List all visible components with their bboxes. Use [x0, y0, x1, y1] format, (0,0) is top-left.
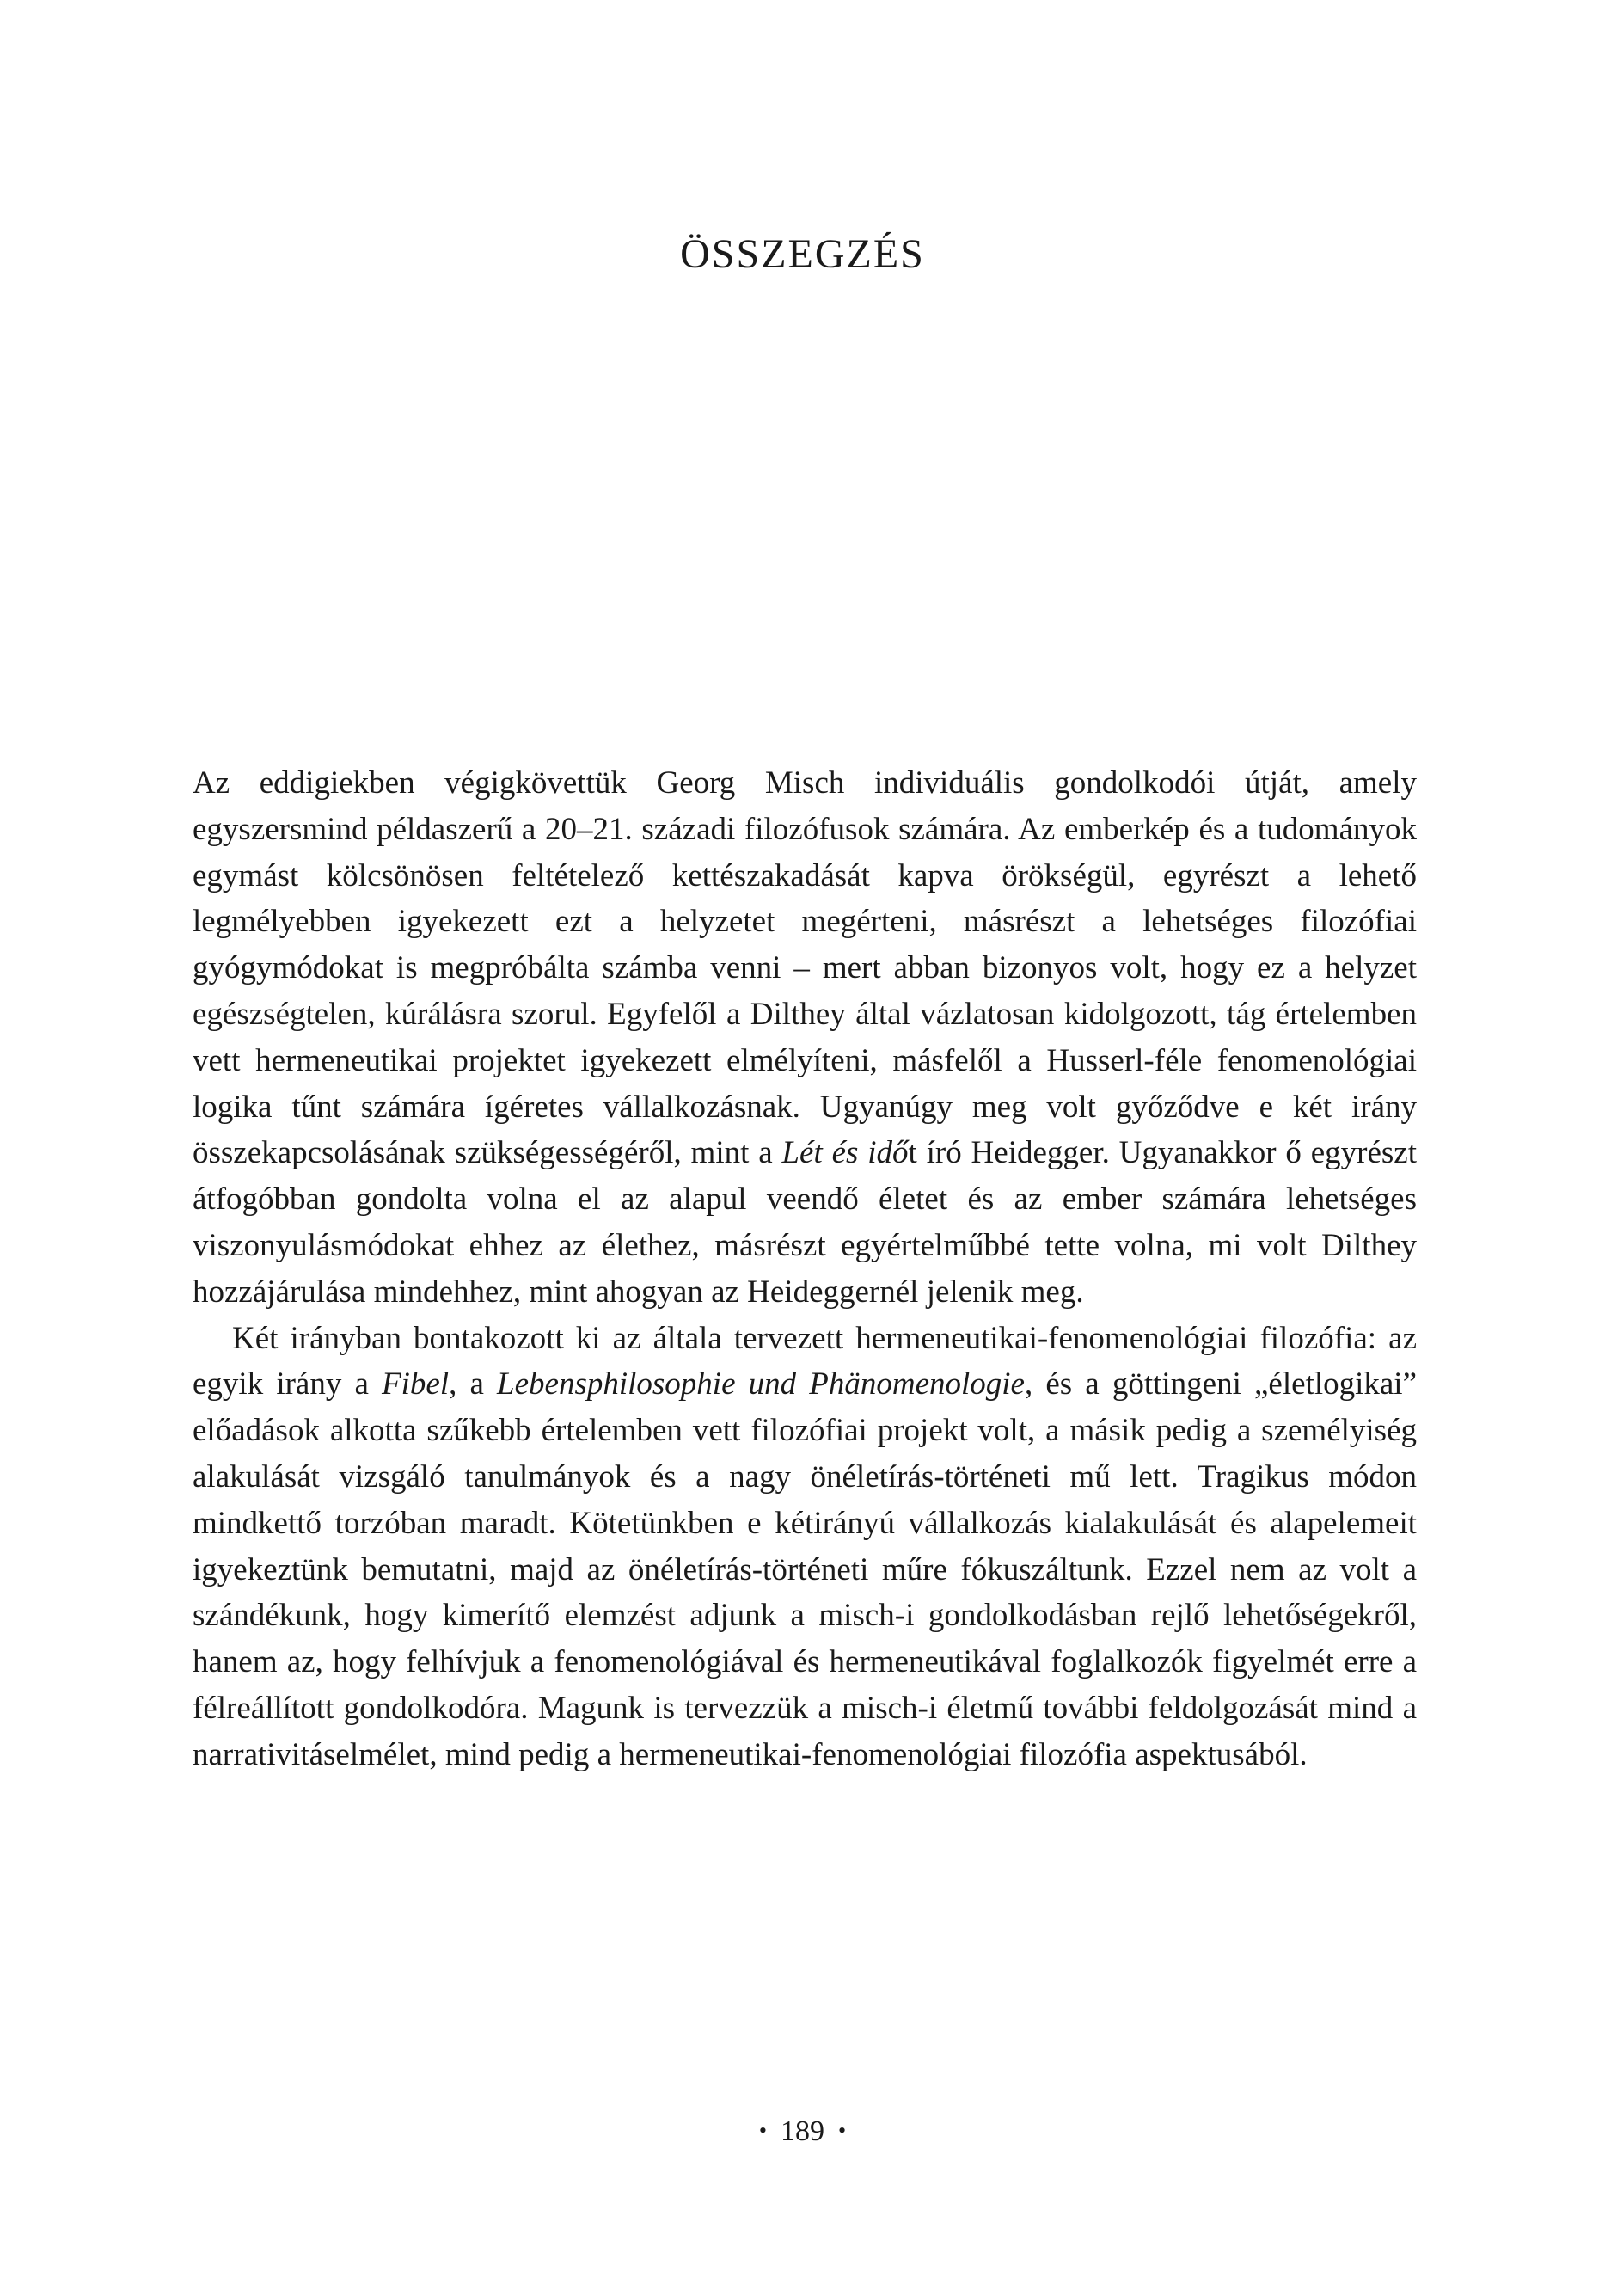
- paragraph-2: [193, 1316, 1417, 1778]
- page-number: [0, 2117, 1605, 2146]
- page-number-value: 189: [781, 2115, 824, 2147]
- chapter-title: ÖSSZEGZÉS: [680, 231, 925, 277]
- bullet-left: •: [758, 2118, 767, 2143]
- body-text: [193, 760, 1417, 1778]
- paragraph-2-separator: , a: [449, 1366, 498, 1403]
- paragraph-2-text: Két irányban bontakozott ki az általa tervezett hermeneutikai-fenomenológiai filozófia: az egyik irány a: [193, 1320, 1417, 1403]
- book-title-lebensphilosophie: Lebensphilosophie und Phänomenologie: [497, 1366, 1025, 1403]
- book-title-let-es-ido: Lét és idő: [781, 1135, 909, 1171]
- paragraph-2-text-cont: , és a göttingeni „életlogikai” előadások alkotta szűkebb értelemben vett filozófiai projekt volt, a másik pedig a személyiség alakulását vizsgáló tanulmányok és a nagy önéletírás-történeti mű lett. Tragikus módon mindkettő torzóban maradt. Kötetünkben e kétirányú vállalkozás kialakulását és alapelemeit igyekeztünk bemutatni, majd az önéletírás-történeti műre fókuszáltunk. Ezzel nem az volt a szándékunk, hogy kimerítő elemzést adjunk a misch-i gondolkodásban rejlő lehetőségekről, hanem az, hogy felhívjuk a fenomenológiával és hermeneutikával foglalkozók figyelmét erre a félreállított gondolkodóra. Magunk is tervezzük a misch-i életmű további feldolgozását mind a narrativitáselmélet, mind pedig a hermeneutikai-fenomenológiai filozófia aspektusából.: [193, 1366, 1418, 1772]
- paragraph-1: [193, 760, 1417, 1316]
- bullet-right: •: [838, 2118, 847, 2143]
- book-title-fibel: Fibel: [382, 1366, 450, 1403]
- paragraph-1-text-cont: t író Heidegger. Ugyanakkor ő egyrészt átfogóbban gondolta volna el az alapul veendő életet és az ember számára lehetséges viszonyulásmódokat ehhez az élethez, másrészt egyértelműbbé tette volna, mi volt Dilthey hozzájárulása mindehhez, mint ahogyan az Heideggernél jelenik meg.: [193, 1135, 1417, 1310]
- paragraph-1-text: Az eddigiekben végigkövettük Georg Misch individuális gondolkodói útját, amely egyszersmind példaszerű a 20–21. századi filozófusok számára. Az emberkép és a tudományok egymást kölcsönösen feltételező kettészakadását kapva örökségül, egyrészt a lehető legmélyebben igyekezett ezt a helyzetet megérteni, másrészt a lehetséges filozófiai gyógymódokat is megpróbálta számba venni – mert abban bizonyos volt, hogy ez a helyzet egészségtelen, kúrálásra szorul. Egyfelől a Dilthey által vázlatosan kidolgozott, tág értelemben vett hermeneutikai projektet igyekezett elmélyíteni, másfelől a Husserl-féle fenomenológiai logika tűnt számára ígéretes vállalkozásnak. Ugyanúgy meg volt győződve e két irány összekapcsolásának szükségességéről, mint a: [193, 765, 1417, 1171]
